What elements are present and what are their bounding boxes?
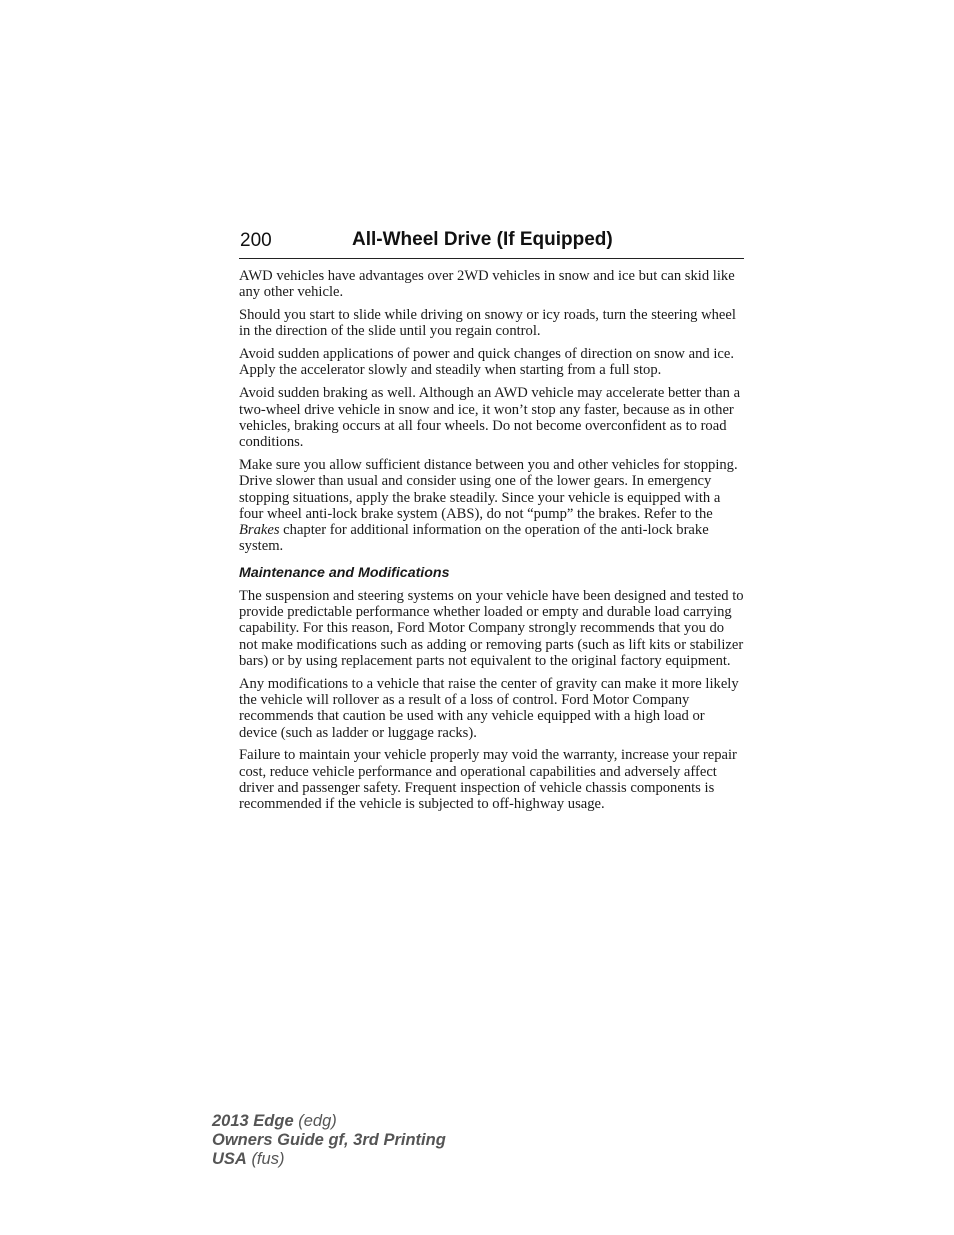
footer-region-line [212,1150,446,1169]
paragraph-slide-steering: Should you start to slide while driving on snowy or icy roads, turn the steering wheel in the direction of the slide until you regain control. [239,307,736,340]
paragraph-text: chapter for additional information on the operation of the anti-lock brake system. [239,522,709,555]
paragraph-maintenance-warranty: Failure to maintain your vehicle properly may void the warranty, increase your repair cost, reduce vehicle performance and operational capabilities and adversely affect driver and passenger safety. Frequent inspection of vehicle chassis components is recommended if the vehicle is subjected to off-highway usage. [239,747,737,813]
chapter-title: All-Wheel Drive (If Equipped) [352,229,613,250]
footer-guide-line [212,1131,446,1150]
paragraph-text: Make sure you allow sufficient distance between you and other vehicles for stopping. Drive slower than usual and consider using one of the lower gears. In emergency stopping situations, apply the brake steadily. Since your vehicle is equipped with a four wheel anti-lock brake system (ABS), do not “pump” the brakes. Refer to the [239,456,738,522]
paragraph-sudden-braking: Avoid sudden braking as well. Although an AWD vehicle may accelerate better than a two-wheel drive vehicle in snow and ice, it won’t stop any faster, because as in other vehicles, braking occurs at all four wheels. Do not become overconfident as to road conditions. [239,385,741,451]
paragraph-suspension-steering: The suspension and steering systems on your vehicle have been designed and tested to provide predictable performance whether loaded or empty and durable load carrying capability. For this reason, Ford Motor Company strongly recommends that you do not make modifications such as adding or removing parts (such as lift kits or stabilizer bars) or by using replacement parts not equivalent to the original factory equipment. [239,587,744,669]
footer-region-code: (fus) [251,1150,285,1168]
page-footer [212,1112,446,1169]
page-number: 200 [240,230,272,251]
footer-guide: Owners Guide gf, 3rd Printing [212,1131,446,1149]
footer-region: USA [212,1150,247,1168]
paragraph-stopping-distance [239,457,745,555]
footer-model-line [212,1112,446,1131]
paragraph-sudden-power: Avoid sudden applications of power and quick changes of direction on snow and ice. Apply the accelerator slowly and steadily when starting from a full stop. [239,346,734,379]
brakes-chapter-reference: Brakes [239,522,280,539]
section-heading-maintenance: Maintenance and Modifications [239,564,450,581]
page-body [239,268,745,819]
footer-model-code: (edg) [298,1112,337,1130]
footer-model: 2013 Edge [212,1112,294,1130]
paragraph-modifications: Any modifications to a vehicle that raise the center of gravity can make it more likely the vehicle will rollover as a result of a loss of control. Ford Motor Company recommends that caution be used with any vehicle equipped with a high load or device (such as ladder or luggage racks). [239,675,739,741]
paragraph-awd-advantages: AWD vehicles have advantages over 2WD vehicles in snow and ice but can skid like any other vehicle. [239,268,735,301]
page-header [239,228,744,259]
